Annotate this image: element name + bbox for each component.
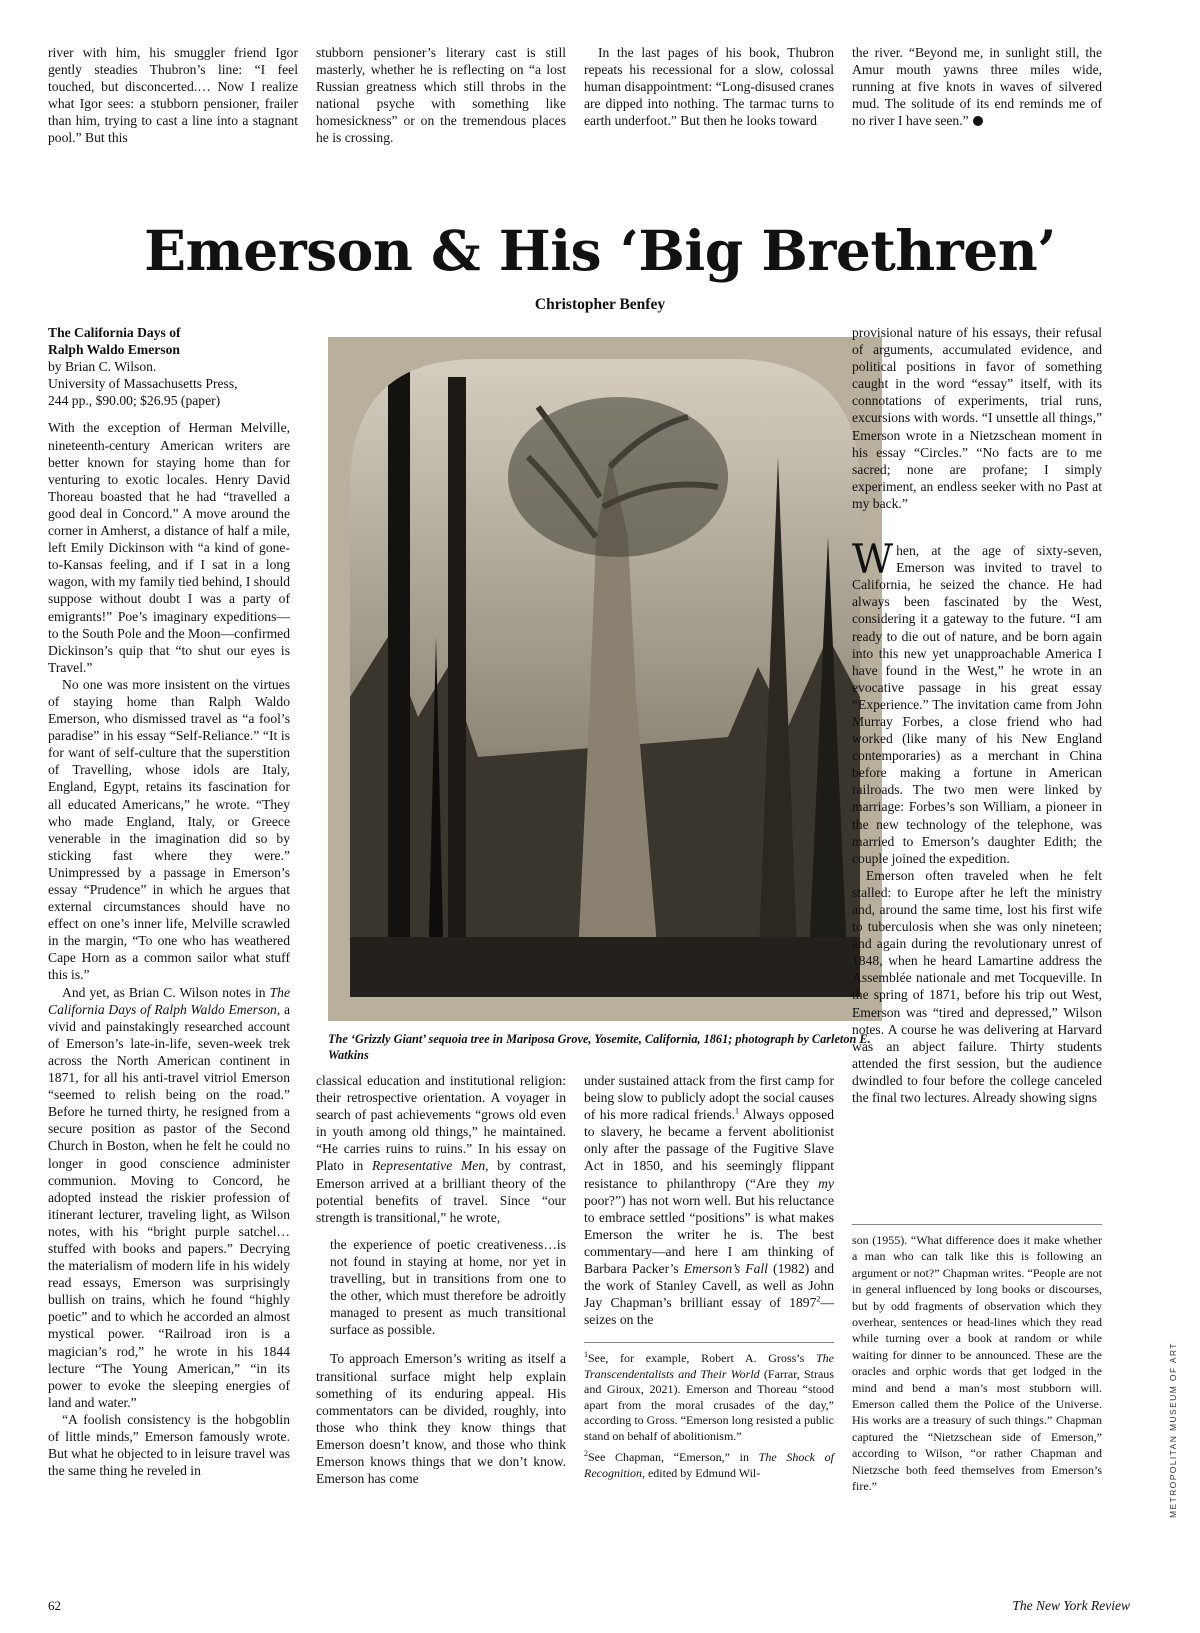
left-paragraph-2: No one was more insistent on the virtues of staying home than Ralph Waldo Emerson, who dismissed travel as “a fool’s paradise” in his essay “Self-Reliance.” “It is for want of self-culture that the superstition of Travelling, whose idols are Italy, England, Egypt, retains its fascination for all educated Americans,” he wrote. “They who made England, Italy, or Greece venerable in the imagination did so by sticking fast where they were.” Unimpressed by a passage in Emerson’s essay “Prudence” in which he argues that external circumstances should have no effect on one’s inner life, Melville scrawled in the margin, “To one who has weathered Cape Horn as a common sailor what stuff this is.”	[48, 676, 290, 983]
photo-credit	[1160, 1330, 1178, 1520]
sequoia-photo-illustration	[328, 337, 882, 1021]
top-col3-text: In the last pages of his book, Thubron repeats his recessional for a slow, colossal human disappointment: “Long-disused cranes are dipped into nothing. The tarmac turns to earth underfoot.” But then he looks toward	[584, 45, 834, 129]
mid-p1-book-title: Representative Men	[371, 1158, 486, 1174]
top-column-2	[316, 44, 566, 147]
drop-cap: W	[852, 537, 894, 584]
book-details: 244 pp., $90.00; $26.95 (paper)	[48, 393, 221, 409]
footnote-ref-1: 1	[735, 1106, 740, 1116]
top-col4-text: the river. “Beyond me, in sunlight still, the Amur mouth yawns three miles wide, running at five knots in waves of silvered mud. The solitude of its end reminds me of no river I have seen.”	[852, 45, 1102, 129]
book-publisher: University of Massachusetts Press,	[48, 376, 238, 392]
photo-credit-text: METROPOLITAN MUSEUM OF ART	[1168, 1342, 1178, 1518]
publication-name: The New York Review	[1012, 1598, 1130, 1613]
right-paragraph-2	[852, 537, 1102, 867]
left-paragraph-1: With the exception of Herman Melville, nineteenth-century American writers are better known for staying home than for venturing to exotic locales. Henry David Thoreau boasted that he had “travelled a good deal in Concord.” A move around the corner in Amherst, a distance of half a mile, left Emily Dickinson with “a kind of gone-to-Kansas feeling, and if I sat in a long wagon, with my family tied behind, I should suppose without doubt I was a party of emigrants!” Poe’s imaginary expeditions—to the South Pole and the Moon—confirmed Dickinson’s quip that “to shut our eyes is Travel.”	[48, 420, 291, 675]
top-column-1	[48, 44, 298, 147]
right-column	[852, 324, 1102, 1106]
sequoia-photograph	[328, 337, 882, 1021]
top-col2-text: stubborn pensioner’s literary cast is still masterly, whether he is reflecting on “a lost Russian greatness which still throbs in the national psyche with something like homesickness” or on the tremendous places he is crossing.	[316, 45, 566, 146]
footnote-continuation: son (1955). “What difference does it make whether a man who can talk like this is following an argument or not?” Chapman writes. “People are not in general influenced by long books or discourses, but by odd fragments of observation which they overhear, sentences or head-lines which they read while turning over a book at random or while waiting for dinner to be announced. These are the oracles and orphic words that get lodged in the mind and bend a man’s most stubborn will. Emerson called them the Police of the Universe. His works are a treasury of such things.” Chapman captured the “Nietzschean side of Emerson,” according to Wilson, “or rather Chapman and Nietzsche both feed themselves from Emerson’s fire.”	[852, 1224, 1102, 1495]
top-col1-text: river with him, his smuggler friend Igor gently steadies Thubron’s line: “I feel touched, but disconcerted.… Now I realize what Igor sees: a stubborn pensioner, frailer than him, trying to cast a line into a stagnant pool.” But this	[48, 45, 298, 146]
middle-column	[316, 1072, 566, 1487]
book-title-line1: The California Days of	[48, 325, 181, 340]
block-quote	[330, 1236, 566, 1339]
fn2-ital: The Shock of Recognition	[584, 1450, 834, 1480]
left-paragraph-3	[48, 984, 290, 1411]
block-quote-text: the experience of poetic creativeness…is not found in staying at home, nor yet in travelling, but in transitions from one to the other, which must therefore be adroitly managed to present as much transitional surface as possible.	[330, 1236, 566, 1338]
footnote-2	[584, 1450, 834, 1481]
right-p2-text: hen, at the age of sixty-seven, Emerson was invited to travel to California, he seized the chance. He had always been fascinated by the West, considering it a gateway to the future. “I am ready to die out of nature, and be born again into this new yet unapproachable America I have found in the West,” he wrote in an evocative passage in his great essay “Experience.” The invitation came from John Murray Forbes, a close friend who had worked (like many of his New England contemporaries) as a merchant in China before making a fortune in American railroads. The two men were linked by marriage: Forbes’s son William, a pioneer in the new technology of the telephone, was married to Emerson’s daughter Edith; the couple joined the expedition.	[852, 543, 1102, 866]
c3-p1-d: (1982) and the work of Stanley Cavell, as well as John Jay Chapman’s brilliant essay of 1897	[584, 1261, 835, 1311]
fn2-b: , edited by Edmund Wil-	[641, 1465, 761, 1480]
left-column	[48, 324, 290, 1479]
fn1-ital: The Transcendentalists and Their World	[584, 1351, 834, 1381]
top-column-4	[852, 44, 1102, 129]
footnotes	[584, 1342, 834, 1481]
book-info	[48, 324, 290, 409]
fn1-a: See, for example, Robert A. Gross’s	[588, 1351, 816, 1366]
footnote-ref-2: 2	[816, 1294, 821, 1304]
c3-p1-e: —seizes on the	[584, 1295, 834, 1328]
footnote-1	[584, 1351, 834, 1444]
third-paragraph-1	[584, 1072, 834, 1328]
left-p3-book-title: The California Days of Ralph Waldo Emerson	[48, 984, 290, 1017]
top-column-3	[584, 44, 834, 129]
mid-p1-b: , by contrast, Emerson arrived at a brilliant theory of the potential benefits of travel. Since “our strength is transitional,” he wrote,	[316, 1158, 566, 1225]
book-title-line2: Ralph Waldo Emerson	[48, 342, 180, 358]
c3-p1-ital: my	[818, 1175, 834, 1191]
photo-caption: The ‘Grizzly Giant’ sequoia tree in Mariposa Grove, Yosemite, California, 1861; photograph by Carleton E. Watkins	[328, 1032, 871, 1062]
book-author: by Brian C. Wilson.	[48, 359, 157, 375]
c3-p1-ital2: Emerson’s Fall	[683, 1261, 768, 1277]
right-paragraph-1: provisional nature of his essays, their refusal of arguments, accumulated evidence, and political positions in favor of something caught in the word “essay” itself, with its connotations of experiments, trial runs, excursions with words. “I unsettle all things,” Emerson wrote in a Nietzschean moment in his essay “Circles.” “No facts are to me sacred; none are profane; I simply experiment, an endless seeker with no Past at my back.”	[852, 325, 1102, 511]
c3-p1-a: under sustained attack from the first camp for being slow to publicly adopt the social causes of his more radical friends.	[584, 1073, 834, 1123]
page-number: 62	[48, 1598, 61, 1613]
mid-p1-a: classical education and institutional religion: their retrospective orientation. A voyager in search of past achievements “grows old even in youth among old things,” he maintained. “He carries ruins to ruins.” In his essay on Plato in	[316, 1073, 566, 1174]
c3-p1-b: Always opposed to slavery, he became a fervent abolitionist only after the passage of the Fugitive Slave Act in 1850, and his seemingly flippant resistance to philanthropy (“Are they	[584, 1107, 834, 1191]
right-paragraph-3: Emerson often traveled when he felt stalled: to Europe after he left the ministry and, around the same time, lost his first wife to tuberculosis when she was only nineteen; and again during the revolutionary unrest of 1848, when he heard Lamartine address the Assemblée nationale and met Tocqueville. In the spring of 1871, before his trip out West, Emerson was “tired and depressed,” Wilson notes. A course he was delivering at Harvard was an abject failure. Thirty students attended the first session, but the audience dwindled to four before the college canceled the final two lectures. Already showing signs	[852, 867, 1102, 1106]
left-p3-b: , a vivid and painstakingly researched account of Emerson’s late-in-life, seven-week trek across the North American continent in 1871, for all his anti-travel vitriol Emerson “seemed to relish being on the road.” Before he turned thirty, he resigned from a secure position as pastor of the Second Church in Boston, when he felt he could no longer in good conscience administer communion. Moving to Concord, he adopted instead the riskier profession of itinerant lecturer, traveling light, as Wilson notes, with his “bright purple satchel… stuffed with books and papers.” Decrying the materialism of modern life in his widely read essays, Emerson was surprisingly bullish on trains, which he found “highly poetic” and to which he accorded an almost mystical power. “Railroad iron is a magician’s rod,” he wrote in his 1844 lecture “The Young American,” “in its power to evoke the sleeping energies of land and water.”	[48, 1001, 290, 1410]
left-p3-a: And yet, as Brian C. Wilson notes in	[62, 984, 270, 1000]
end-mark-icon	[973, 116, 983, 126]
third-column	[584, 1072, 834, 1487]
mid-paragraph-2: To approach Emerson’s writing as itself a transitional surface might help explain something of its enduring appeal. His commentators can be divided, roughly, into those who think they know things that Emerson doesn’t know, and those who think Emerson knows things that we don’t know. Emerson has come	[316, 1351, 566, 1487]
fn2-a: See Chapman, “Emerson,” in	[588, 1450, 759, 1465]
c3-p1-c: poor?”) has not worn well. But his reluctance to embrace settled “positions” is what makes Emerson the writer he is. The best commentary—and here I am thinking of Barbara Packer’s	[584, 1192, 834, 1277]
footnote-2-number: 2	[584, 1449, 588, 1459]
article-title: Emerson & His ‘Big Brethren’	[144, 218, 1056, 283]
left-paragraph-4: “A foolish consistency is the hobgoblin of little minds,” Emerson famously wrote. But what he objected to in leisure travel was the same thing he reveled in	[48, 1411, 290, 1479]
footnote-1-number: 1	[584, 1350, 588, 1360]
mid-paragraph-1	[316, 1072, 566, 1226]
article-author: Christopher Benfey	[534, 296, 666, 313]
fn1-b: (Farrar, Straus and Giroux, 2021). Emerson and Thoreau “stood apart from the moral crusades of the day,” according to Gross. “Emerson long resisted a public stand on behalf of abolitionism.”	[584, 1366, 834, 1443]
top-col4-paragraph	[852, 44, 1102, 129]
